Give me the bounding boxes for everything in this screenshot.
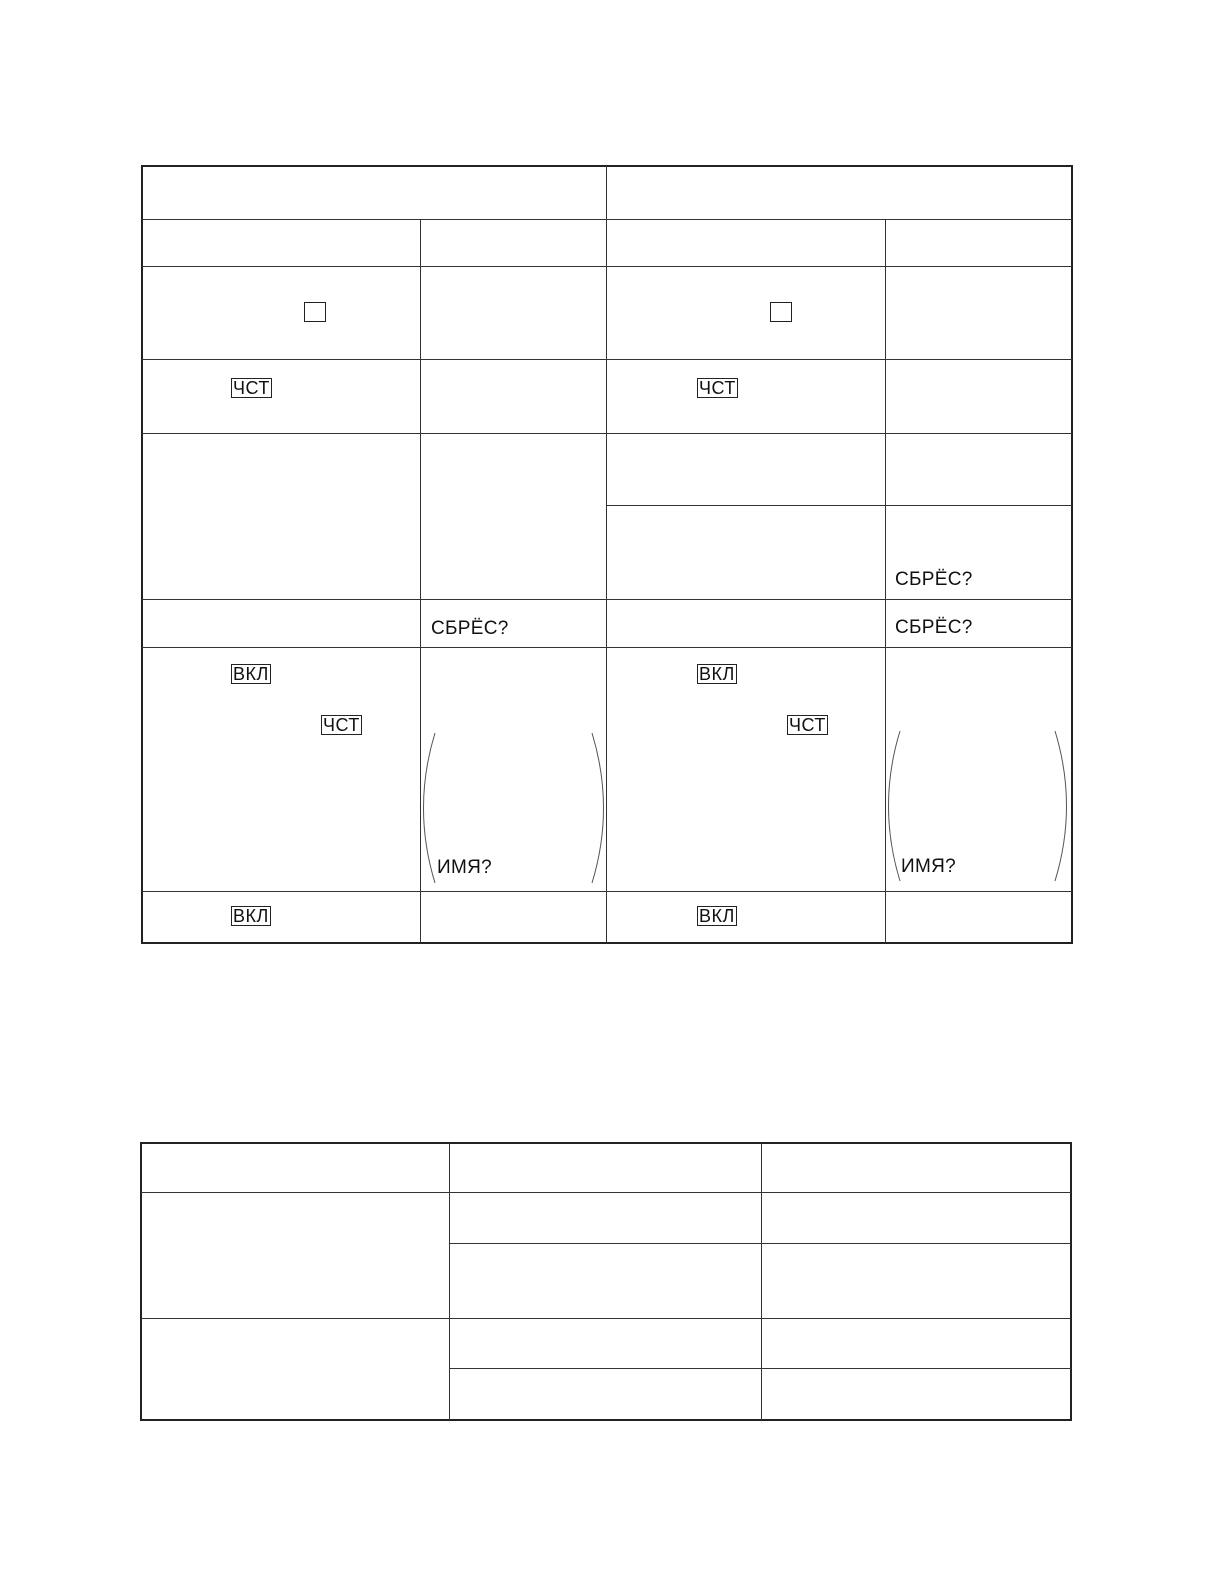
on-key: ВКЛ bbox=[233, 906, 269, 926]
table2-rule bbox=[449, 1143, 450, 1420]
table1-rule bbox=[142, 433, 1072, 434]
read-key: ЧСТ bbox=[789, 715, 826, 735]
table2-rule bbox=[141, 1192, 1071, 1193]
right-parenthesis-icon bbox=[588, 733, 608, 883]
table1-rule bbox=[142, 647, 1072, 648]
table1-rule bbox=[142, 359, 1072, 360]
table2-rule bbox=[761, 1143, 762, 1420]
on-key: ВКЛ bbox=[233, 664, 269, 684]
read-key: ЧСТ bbox=[699, 378, 736, 398]
read-key: ЧСТ bbox=[233, 378, 270, 398]
name-prompt: ИМЯ? bbox=[437, 857, 492, 878]
table1-rule bbox=[142, 599, 1072, 600]
blank-key-icon bbox=[304, 302, 326, 322]
on-key: ВКЛ bbox=[699, 664, 735, 684]
table1-rule bbox=[142, 219, 1072, 220]
table2-frame bbox=[140, 1142, 1072, 1421]
right-parenthesis-icon bbox=[1052, 731, 1072, 881]
read-key: ЧСТ bbox=[323, 715, 360, 735]
table1-rule bbox=[142, 266, 1072, 267]
reset-prompt: СБРЁС? bbox=[895, 617, 973, 638]
reset-prompt: СБРЁС? bbox=[431, 618, 509, 639]
table2-rule bbox=[141, 1318, 1071, 1319]
reset-prompt: СБРЁС? bbox=[895, 569, 973, 590]
table1-rule bbox=[607, 505, 1072, 506]
name-prompt: ИМЯ? bbox=[901, 856, 956, 877]
blank-key-icon bbox=[770, 302, 792, 322]
on-key: ВКЛ bbox=[699, 906, 735, 926]
table1-rule bbox=[142, 891, 1072, 892]
